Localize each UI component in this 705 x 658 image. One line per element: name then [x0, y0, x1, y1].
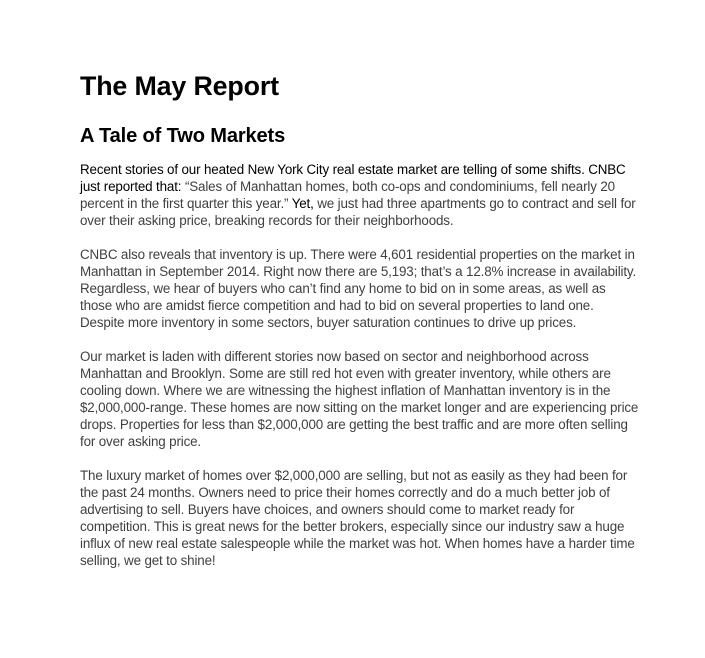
document-title: The May Report: [80, 71, 279, 101]
paragraph-4: The luxury market of homes over $2,000,000 are selling, but not as easily as they had been for the past 24 months. Owners need to price their homes correctly and do a much better job of advertising to sell. Buyers have choices, and owners should come to market ready for competition. This is great news for the better brokers, especially since our industry saw a huge influx of new real estate salespeople while the market was hot. When homes have a harder time selling, we get to shine!: [80, 468, 635, 568]
paragraph-1: [80, 161, 640, 229]
cnbc-quote: “Sales of Manhattan homes, both co-ops and condominiums, fell nearly 20 percent in the first quarter this year.”: [80, 179, 615, 211]
document-page: [80, 71, 640, 569]
paragraph-1-lead: Recent stories of our heated New York City real estate market are telling of some shifts. CNBC just reported that:: [80, 162, 626, 194]
paragraph-2: CNBC also reveals that inventory is up. There were 4,601 residential properties on the market in Manhattan in September 2014. Right now there are 5,193; that’s a 12.8% increase in availability. Regardless, we hear of buyers who can’t find any home to bid on in some areas, as well as those who are amidst fierce competition and had to bid on several properties to land one. Despite more inventory in some sectors, buyer saturation continues to drive up prices.: [80, 247, 637, 330]
paragraph-1-rest: we just had three apartments go to contract and sell for over their asking price, breaking records for their neighborhoods.: [80, 196, 636, 228]
section-heading: A Tale of Two Markets: [80, 125, 286, 147]
paragraph-1-yet: Yet,: [288, 196, 314, 211]
paragraph-3: Our market is laden with different stories now based on sector and neighborhood across Manhattan and Brooklyn. Some are still red hot even with greater inventory, while others are cooling down. Where we are witnessing the highest inflation of Manhattan inventory is in the $2,000,000-range. These homes are now sitting on the market longer and are experiencing price drops. Properties for less than $2,000,000 are getting the best traffic and are more often selling for over asking price.: [80, 349, 639, 449]
